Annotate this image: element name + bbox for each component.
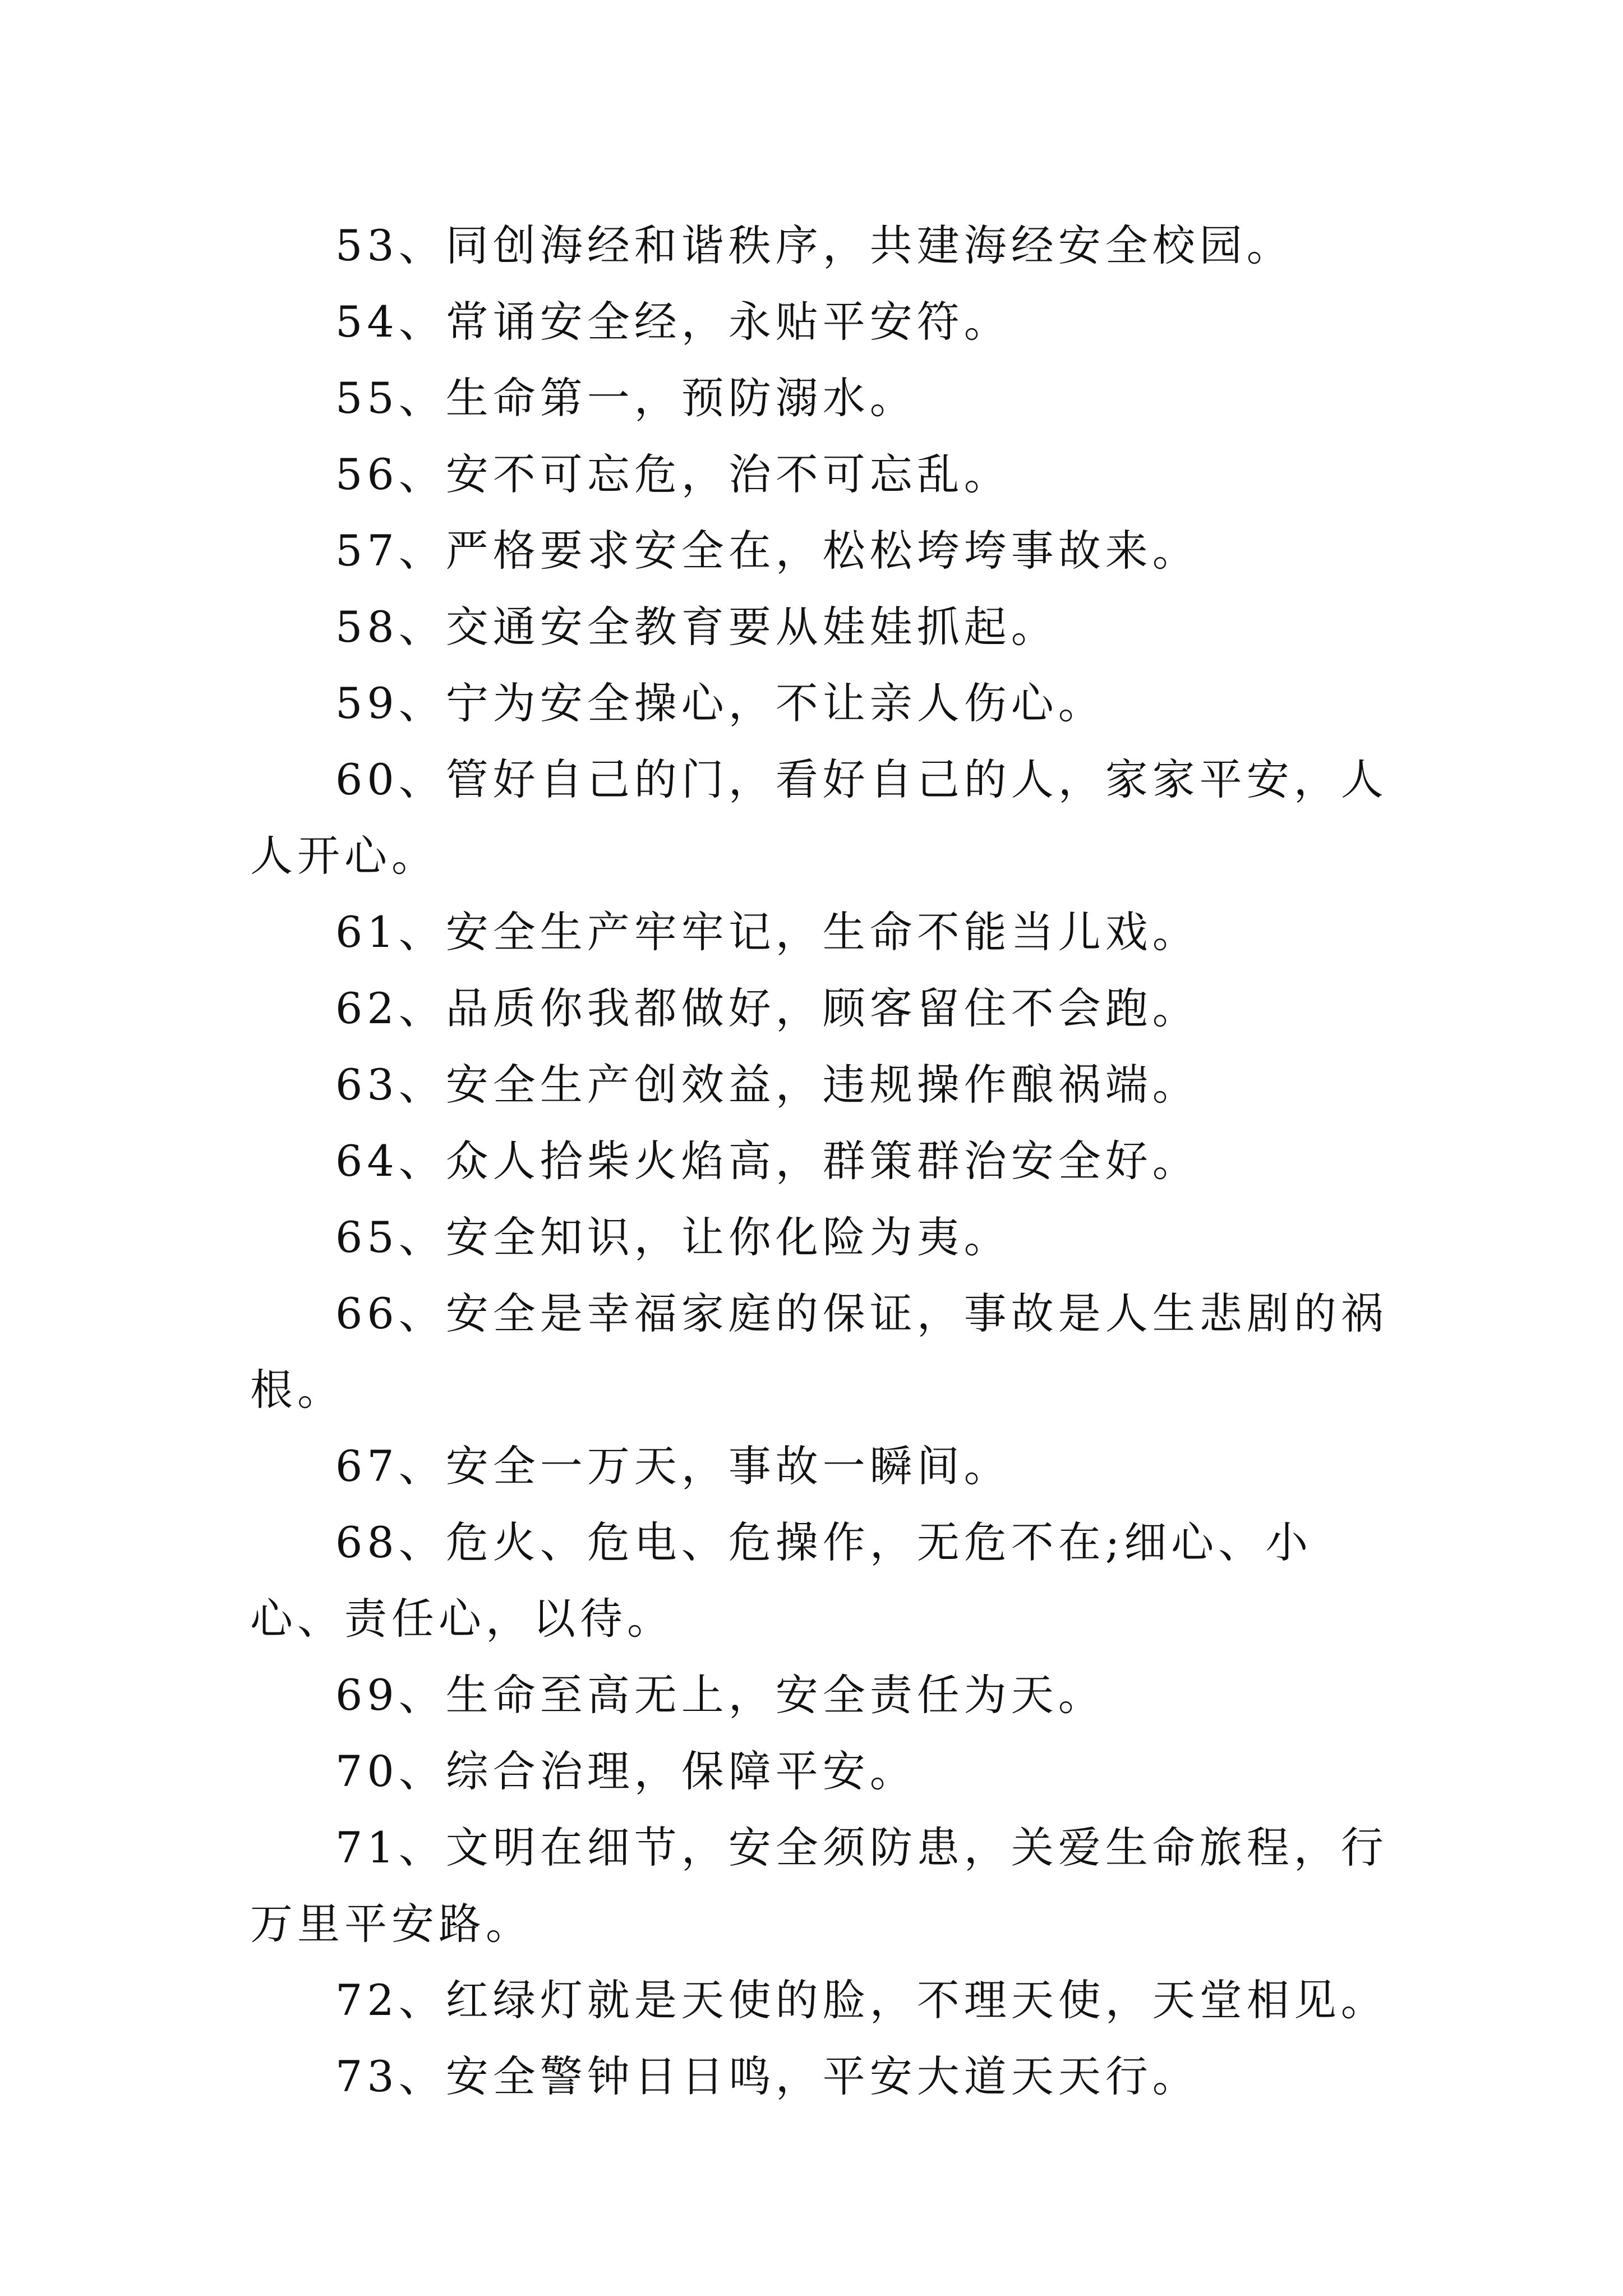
slogan-item: 53、同创海经和谐秩序，共建海经安全校园。 [335,220,1294,270]
slogan-item: 70、综合治理，保障平安。 [335,1746,917,1796]
slogan-item: 64、众人拾柴火焰高，群策群治安全好。 [335,1136,1200,1186]
slogan-item: 57、严格要求安全在，松松垮垮事故来。 [335,526,1200,576]
slogan-item: 59、宁为安全操心，不让亲人伤心。 [335,678,1105,728]
slogan-item: 66、安全是幸福家庭的保证，事故是人生悲剧的祸根。 [250,1289,1388,1415]
slogan-item: 65、安全知识，让你化险为夷。 [335,1212,1011,1262]
slogan-item: 72、红绿灯就是天使的脸，不理天使，天堂相见。 [335,1975,1388,2025]
slogan-item: 61、安全生产牢牢记，生命不能当儿戏。 [335,907,1200,957]
slogan-item: 60、管好自己的门，看好自己的人，家家平安，人人开心。 [250,754,1388,881]
slogan-item: 67、安全一万天，事故一瞬间。 [335,1441,1011,1491]
slogan-item: 62、品质你我都做好，顾客留住不会跑。 [335,983,1200,1033]
slogan-item: 55、生命第一，预防溺水。 [335,373,917,423]
slogan-item: 73、安全警钟日日鸣，平安大道天天行。 [335,2051,1200,2101]
slogan-item: 58、交通安全教育要从娃娃抓起。 [335,602,1058,652]
slogan-item: 56、安不可忘危，治不可忘乱。 [335,449,1011,499]
slogan-item: 63、安全生产创效益，违规操作酿祸端。 [335,1060,1200,1110]
slogan-item: 69、生命至高无上，安全责任为天。 [335,1670,1105,1720]
slogan-list [250,208,1394,2115]
slogan-item: 54、常诵安全经，永贴平安符。 [335,297,1011,347]
slogan-item: 71、文明在细节，安全须防患，关爱生命旅程，行万里平安路。 [250,1823,1388,1949]
slogan-item: 68、危火、危电、危操作，无危不在;细心、小心、责任心，以待。 [250,1517,1313,1644]
